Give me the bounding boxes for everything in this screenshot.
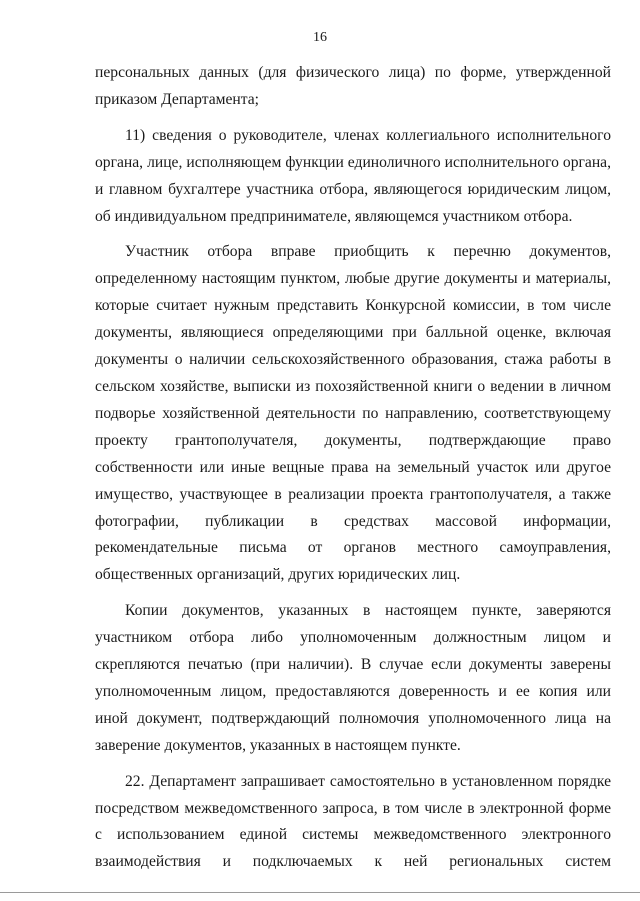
paragraph-document-copies: Копии документов, указанных в настоящем пункте, заверяются участником отбора либо уполномоченным должностным лицом и скрепляются печатью (при наличии). В случае если документы заверены уполномоченным лицом, предоставляются доверенность и ее копия или иной документ, подтверждающий полномочия уполномоченного лица на заверение документов, указанных в настоящем пункте. — [95, 602, 611, 754]
page-bottom-divider — [0, 892, 640, 893]
paragraph-continuation: персональных данных (для физического лица) по форме, утвержденной приказом Департамента; — [95, 64, 611, 108]
paragraph-additional-documents: Участник отбора вправе приобщить к перечню документов, определенному настоящим пунктом, любые другие документы и материалы, которые считает нужным представить Конкурсной комиссии, в том числе документы, являющиеся определяющими при балльной оценке, включая документы о наличии сельскохозяйственного образования, стажа работы в сельском хозяйстве, выписки из похозяйственной книги о ведении в личном подворье хозяйственной деятельности по направлению, соответствующему проекту грантополучателя, документы, подтверждающие право собственности или иные вещные права на земельный участок или другое имущество, участвующее в реализации проекта грантополучателя, а также фотографии, публикации в средствах массовой информации, рекомендательные письма от органов местного самоуправления, общественных организаций, других юридических лиц. — [95, 243, 611, 584]
page-number: 16 — [313, 30, 327, 45]
document-body — [95, 60, 611, 876]
paragraph-item-22: 22. Департамент запрашивает самостоятельно в установленном порядке посредством межведомственного запроса, в том числе в электронной форме с использованием единой системы межведомственного электронного взаимодействия и подключаемых к ней региональных систем — [95, 772, 611, 871]
paragraph-item-11: 11) сведения о руководителе, членах коллегиального исполнительного органа, лице, исполняющем функции единоличного исполнительного органа, и главном бухгалтере участника отбора, являющегося юридическим лицом, об индивидуальном предпринимателе, являющемся участником отбора. — [95, 126, 611, 225]
